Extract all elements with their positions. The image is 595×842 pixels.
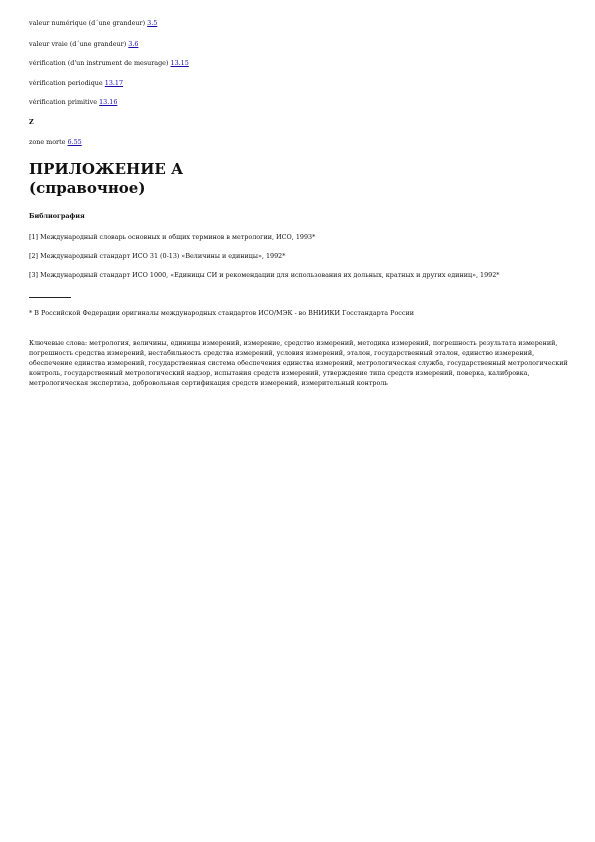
index-term: vérification periodique <box>29 79 103 87</box>
footnote-text: * В Российской Федерации оригиналы международных стандартов ИСО/МЭК - во ВНИИКИ Госстандарта России <box>29 309 414 317</box>
appendix-title: ПРИЛОЖЕНИЕ А <box>29 160 184 178</box>
index-letter-heading: Z <box>29 118 34 126</box>
keywords-paragraph: Ключевые слова: метрология, величины, единицы измерений, измерение, средство измерений, методика измерений, погрешность результата измерений, погрешность средства измерений, нестабильность средства измерений, условия измерений, эталон, государственный эталон, единство измерений, обеспечение единства измерений, государственная система обеспечения единства измерений, метрологическая служба, государственный метрологический контроль, государственный метрологический надзор, испытания средств измерений, утверждение типа средств измерений, поверка, калибровка, метрологическая экспертиза, добровольная сертификация средств измерений, измерительный контроль <box>29 339 568 387</box>
bibliography-title: Библиография <box>29 212 85 220</box>
index-entry-verification-periodique <box>29 79 123 87</box>
bibliography-item: [3] Международный стандарт ИСО 1000, «Единицы СИ и рекомендации для использования их дольных, кратных и других единиц», 1992* <box>29 271 500 279</box>
index-entry-zone-morte <box>29 138 82 146</box>
index-term: vérification primitive <box>29 98 98 106</box>
index-ref-link[interactable]: 13.15 <box>170 59 189 67</box>
index-ref-link[interactable]: 6.55 <box>67 138 82 146</box>
index-entry-verification-primitive <box>29 98 117 106</box>
bibliography-item: [2] Международный стандарт ИСО 31 (0-13) «Величины и единицы», 1992* <box>29 252 286 260</box>
index-term: zone morte <box>29 138 66 146</box>
index-ref-link[interactable]: 13.16 <box>99 98 118 106</box>
index-entry-verification-instrument <box>29 59 189 67</box>
index-term: valeur vraie (d´une grandeur) <box>29 40 127 48</box>
index-entry-valeur-numerique <box>29 19 157 27</box>
appendix-subtitle: (справочное) <box>29 179 146 197</box>
footnote-divider <box>29 297 71 298</box>
index-ref-link[interactable]: 3.6 <box>128 40 139 48</box>
index-ref-link[interactable]: 3.5 <box>147 19 158 27</box>
bibliography-item: [1] Международный словарь основных и общих терминов в метрологии, ИСО, 1993* <box>29 233 316 241</box>
index-entry-valeur-vraie <box>29 40 138 48</box>
appendix-heading <box>29 160 183 198</box>
index-term: valeur numérique (d´une grandeur) <box>29 19 146 27</box>
index-ref-link[interactable]: 13.17 <box>104 79 124 87</box>
index-term: vérification (d'un instrument de mesurage) <box>29 59 169 67</box>
